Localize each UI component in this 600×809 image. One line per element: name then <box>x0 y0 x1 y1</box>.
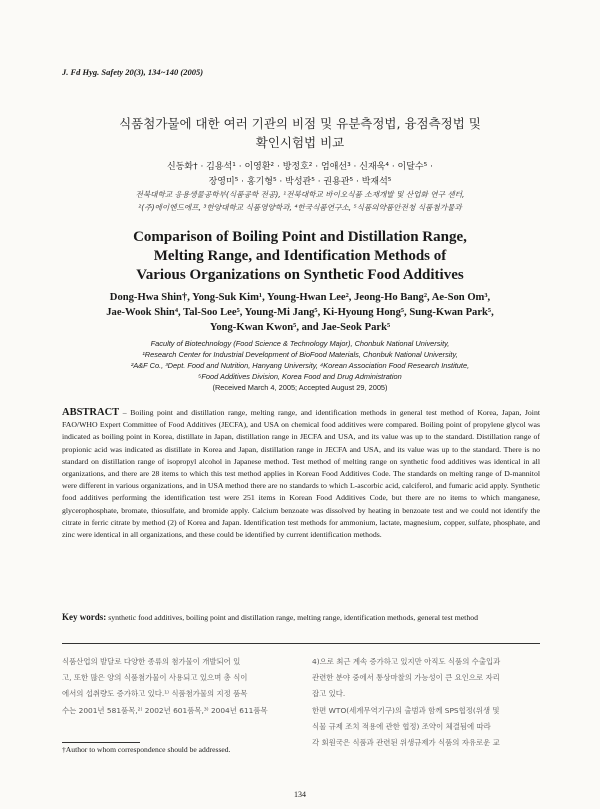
english-title-line-1: Comparison of Boiling Point and Distillation Range, <box>133 229 467 245</box>
english-title-line-3: Various Organizations on Synthetic Food Additives <box>136 267 464 283</box>
received-dates: (Received March 4, 2005; Accepted August 29, 2005) <box>212 383 388 392</box>
abstract-label: ABSTRACT <box>62 407 120 418</box>
footnote: †Author to whom correspondence should be addressed. <box>62 745 231 754</box>
abstract-text: – Boiling point and distillation range, melting range, and identification methods in general test method of Korea, Japan, Joint FAO/WHO Expert Committee of Food Additives (JECFA), and USA on chemical food additives were compared. Boiling point of propylene glycol was indicated as boiling point in Korea, distillate in Japan, distillation range in JECFA and USA, and its value was up to the standard. Distillation range of propionic acid was indicated as distillate in Korea and Japan, distillation range in JECFA and USA, and its value was up to the standard. There is no standard on distillation range of isopropyl alcohol in Japanese method. Test method of melting range on synthetic food additives was identical in all organizations, and there are 28 items to which this test method applies in Korean Food Additives Code. The standards on melting range of D-mannitol were different in various organizations, and in USA method there are no standards to which L-ascorbic acid, calciferol, and fumaric acid apply. Synthetic food additives performing the identification test were 251 items in Korean Food Additives Code, but there are no items to which manganese, glycerophosphate, bromate, thiosulfate, and bromide apply. Calcium benzoate was dissolved by heating in benzoate test and we could not identify the citrate in ferric citrate by method (2) of Korea and Japan. Identification test methods for ammonium, lactate, magnesium, copper, sulfate, phosphate, and zinc were identical in all organizations, and these could be identified by current identification methods. <box>62 408 540 540</box>
korean-authors-line-1: 신동화† · 김용석¹ · 이영환² · 방정호² · 엄애선³ · 신재욱⁴ · 이달수⁵ · <box>167 162 433 172</box>
keywords-label: Key words: <box>62 612 107 622</box>
korean-title-line-2: 확인시험법 비교 <box>255 135 345 150</box>
english-affiliations-line-1: Faculty of Biotechnology (Food Science & Technology Major), Chonbuk National University, <box>150 339 450 348</box>
body-line: 에서의 섭취량도 증가하고 있다.¹⁾ 식품첨가물의 지정 품목 <box>62 689 248 699</box>
page-number: 134 <box>294 790 306 799</box>
body-line: 식품산업의 발달로 다양한 종류의 첨가물이 개발되어 있 <box>62 657 241 666</box>
english-authors-line-1: Dong-Hwa Shin†, Yong-Suk Kim¹, Young-Hwan Lee², Jeong-Ho Bang², Ae-Son Om³, <box>109 292 491 303</box>
body-column-left <box>62 654 287 719</box>
english-affiliations-line-2: ¹Research Center for Industrial Development of BioFood Materials, Chonbuk National University, <box>142 350 458 359</box>
english-affiliations-line-4: ⁵Food Additives Division, Korea Food and Drug Administration <box>198 372 402 381</box>
keywords-text: synthetic food additives, boiling point and distillation range, melting range, identification methods, general test method <box>106 613 478 622</box>
korean-affiliations-line-2: ²(주)에이엔드에프, ³한양대학교 식품영양학과, ⁴한국식품연구소, ⁵식품의약품안전청 식품첨가물과 <box>138 203 462 212</box>
body-line: 잡고 있다. <box>312 689 346 699</box>
body-column-right <box>312 654 537 751</box>
korean-affiliations-line-1: 전북대학교 응용생물공학부(식품공학 전공), ¹전북대학교 바이오식품 소재개발 및 산업화 연구 센터, <box>135 190 465 199</box>
journal-citation: J. Fd Hyg. Safety 20(3), 134~140 (2005) <box>62 67 204 77</box>
english-affiliations-line-3: ²A&F Co., ³Dept. Food and Nutrition, Hanyang University, ⁴Korean Association Food Research Institute, <box>130 361 470 370</box>
keywords <box>62 611 540 624</box>
body-line: 고, 또한 많은 양의 식품첨가물이 사용되고 있으며 총 식이 <box>62 673 248 683</box>
section-divider <box>62 643 540 644</box>
abstract <box>62 407 540 541</box>
body-line: 관련한 분야 중에서 통상마찰의 가능성이 큰 요인으로 자리 <box>312 673 500 683</box>
english-authors-line-3: Yong-Kwan Kwon⁵, and Jae-Seok Park⁵ <box>209 322 391 333</box>
body-line: 각 회원국은 식품과 관련된 위생규제가 식품의 자유로운 교 <box>312 738 500 748</box>
english-title-line-2: Melting Range, and Identification Methods of <box>153 248 447 264</box>
english-authors-line-2: Jae-Wook Shin⁴, Tal-Soo Lee⁵, Young-Mi Jang⁵, Ki-Hyoung Hong⁵, Sung-Kwan Park⁵, <box>106 307 494 318</box>
footnote-divider <box>62 742 140 743</box>
body-line: 한편 WTO(세계무역기구)의 출범과 함께 SPS협정(위생 및 <box>312 705 500 715</box>
body-line: 4)으로 최근 계속 증가하고 있지만 아직도 식품의 수출입과 <box>312 657 501 666</box>
korean-authors-line-2: 장영미⁵ · 홍기형⁵ · 박성관⁵ · 권용관⁵ · 박재석⁵ <box>208 177 392 187</box>
body-line: 수는 2001년 581품목,²⁾ 2002년 601품목,³⁾ 2004년 611품목 <box>62 705 268 715</box>
korean-title-line-1: 식품첨가물에 대한 여러 기관의 비점 및 유분측정법, 융점측정법 및 <box>119 116 481 131</box>
body-line: 식물 규제 조치 적용에 관한 협정) 조약이 체결됨에 따라 <box>312 721 491 731</box>
